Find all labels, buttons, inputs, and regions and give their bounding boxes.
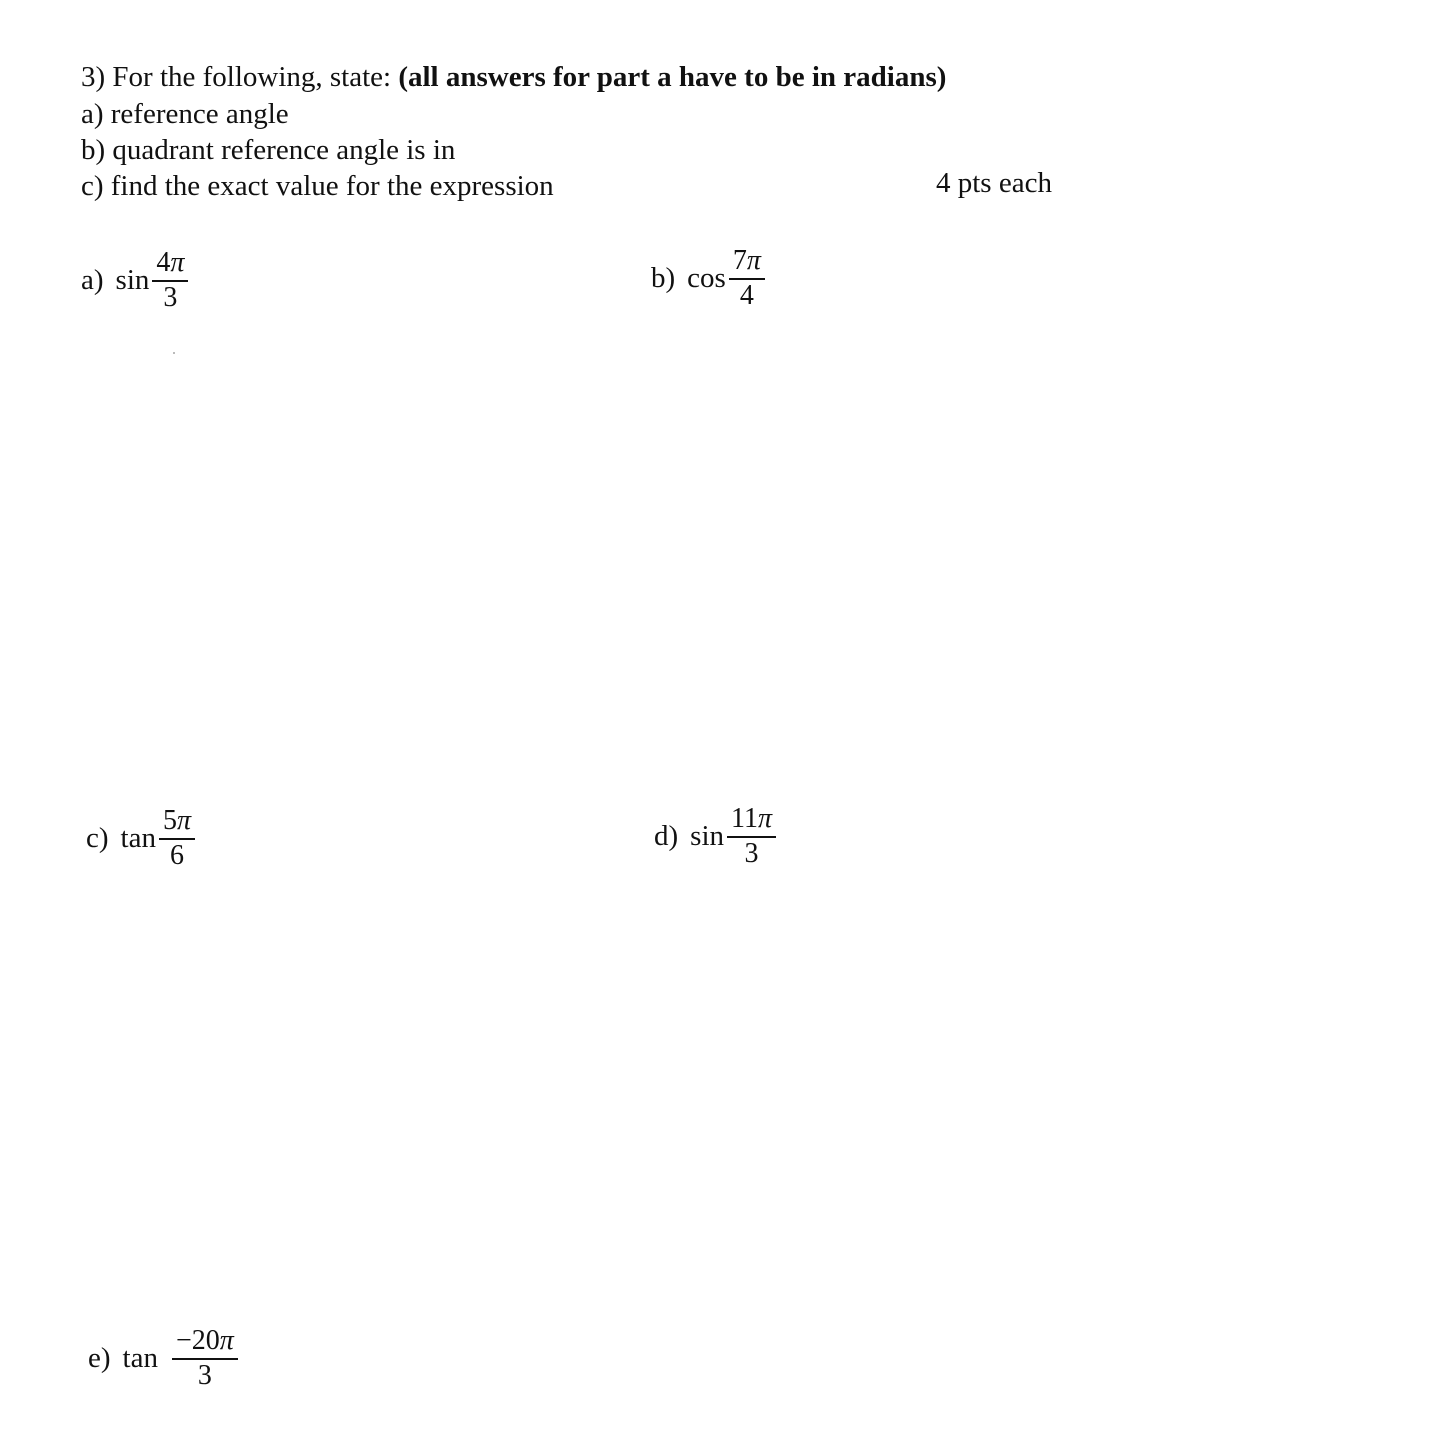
angle-fraction	[729, 246, 765, 311]
numerator-coefficient: 11	[731, 803, 758, 834]
angle-fraction	[159, 806, 195, 871]
problem-b	[651, 246, 765, 311]
pi-symbol: π	[219, 1325, 234, 1356]
problem-e	[88, 1326, 238, 1391]
fraction-numerator	[729, 246, 765, 280]
trig-function: sin	[115, 264, 150, 296]
trig-function: sin	[690, 820, 725, 852]
question-stem-bold: (all answers for part a have to be in radians)	[398, 61, 947, 93]
problem-d	[654, 804, 776, 869]
pi-symbol: π	[746, 245, 761, 276]
angle-fraction	[727, 804, 776, 869]
numerator-coefficient: −20	[175, 1325, 220, 1356]
instruction-quadrant: b) quadrant reference angle is in	[81, 134, 456, 166]
pi-symbol: π	[757, 803, 773, 834]
fraction-numerator	[727, 804, 776, 838]
trig-function: tan	[122, 1342, 158, 1374]
problem-label: e)	[88, 1342, 111, 1374]
instruction-reference-angle: a) reference angle	[81, 98, 289, 130]
scan-speck	[173, 352, 175, 354]
angle-fraction	[152, 248, 188, 313]
fraction-numerator	[172, 1326, 238, 1360]
problem-a	[81, 248, 188, 313]
fraction-denominator: 4	[739, 280, 754, 311]
question-stem-text: 3) For the following, state:	[81, 61, 399, 93]
pi-symbol: π	[170, 247, 185, 278]
problem-c	[86, 806, 195, 871]
angle-fraction	[172, 1326, 238, 1391]
fraction-denominator: 3	[197, 1360, 212, 1391]
numerator-coefficient: 7	[732, 245, 747, 276]
pi-symbol: π	[176, 805, 191, 836]
problem-label: b)	[651, 262, 676, 294]
problem-label: c)	[86, 822, 109, 854]
trig-function: tan	[120, 822, 156, 854]
fraction-numerator	[159, 806, 195, 840]
fraction-denominator: 3	[744, 838, 759, 869]
instruction-exact-value: c) find the exact value for the expression	[81, 170, 554, 202]
trig-function: cos	[687, 262, 726, 294]
problem-label: a)	[81, 264, 104, 296]
numerator-coefficient: 5	[162, 805, 177, 836]
fraction-denominator: 6	[169, 840, 184, 871]
numerator-coefficient: 4	[156, 247, 171, 278]
fraction-numerator	[152, 248, 188, 282]
problem-label: d)	[654, 820, 679, 852]
points-label: 4 pts each	[936, 167, 1052, 199]
question-stem	[81, 60, 946, 94]
fraction-denominator: 3	[163, 282, 178, 313]
